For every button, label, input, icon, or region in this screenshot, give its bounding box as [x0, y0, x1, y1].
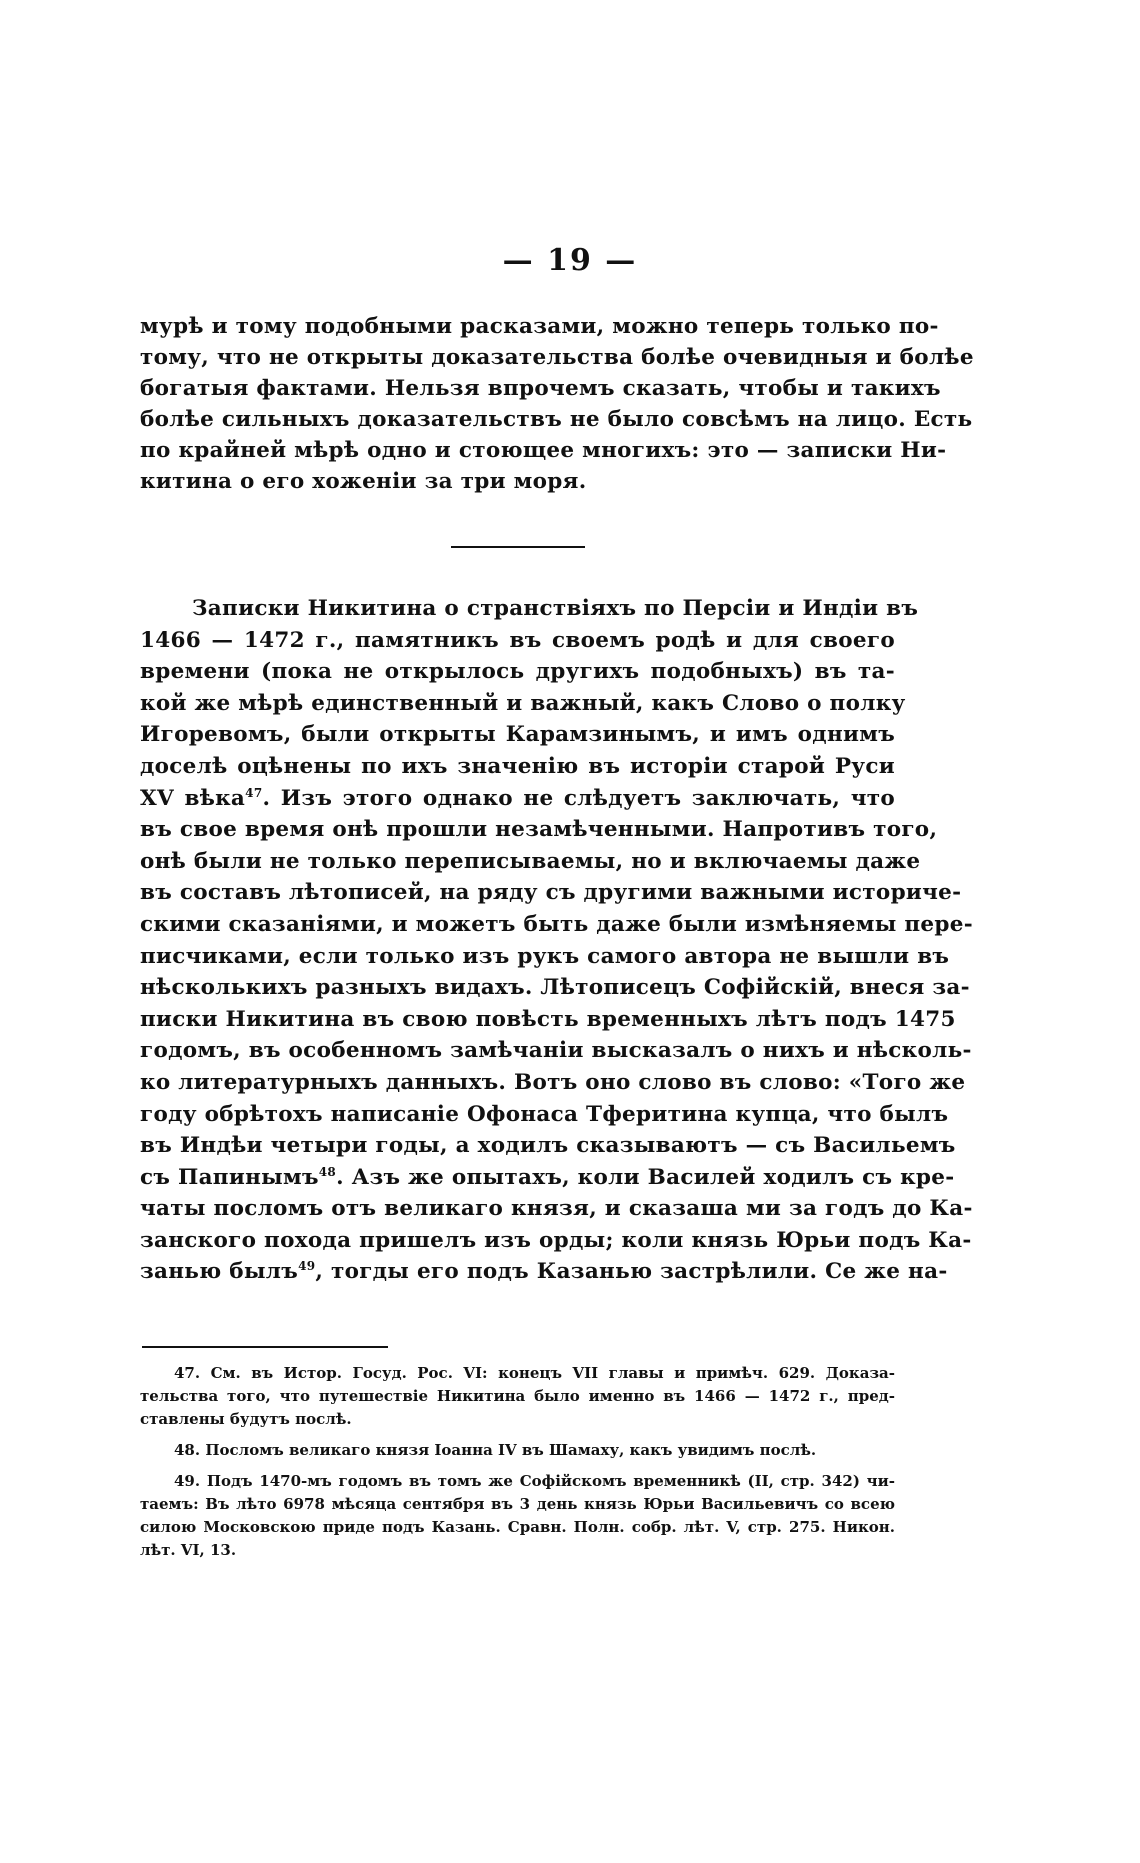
main-line: скими сказаніями, и можетъ быть даже были измѣняемы пере-: [140, 911, 973, 937]
intro-line: богатыя фактами. Нельзя впрочемъ сказать, чтобы и такихъ: [140, 376, 941, 401]
section-divider: [451, 546, 585, 548]
page-number: — 19 —: [502, 243, 638, 278]
footnote-line: 49. Подъ 1470-мъ годомъ въ томъ же Софійскомъ временникѣ (II, стр. 342) чи-: [174, 1472, 895, 1490]
footnote-49: [140, 1470, 895, 1562]
main-line: писчиками, если только изъ рукъ самого автора не вышли въ: [140, 943, 950, 969]
intro-line: тому, что не открыты доказательства болѣе очевидныя и болѣе: [140, 345, 974, 370]
main-line: году обрѣтохъ написаніе Офонаса Тферитина купца, что былъ: [140, 1101, 949, 1127]
main-line-with-footnote-ref: [140, 783, 895, 815]
main-line: чаты посломъ отъ великаго князя, и сказаша ми за годъ до Ка-: [140, 1196, 973, 1222]
line-text: съ Папинымъ: [140, 1164, 319, 1190]
line-text-rest: , тогды его подъ Казанью застрѣлили. Се же на-: [315, 1259, 948, 1285]
footnote-47: [140, 1362, 895, 1431]
line-text-rest: . Изъ этого однако не слѣдуетъ заключать, что: [262, 785, 895, 811]
main-line: 1466 — 1472 г., памятникъ въ своемъ родѣ и для своего: [140, 627, 895, 653]
footnote-ref-49[interactable]: 49: [298, 1259, 316, 1274]
line-text-rest: . Азъ же опытахъ, коли Василей ходилъ съ кре-: [336, 1164, 955, 1190]
footnote-line: таемъ: Въ лѣто 6978 мѣсяца сентября въ 3 день князь Юрьи Васильевичъ со всею: [140, 1495, 895, 1513]
main-line: занского похода пришелъ изъ орды; коли князь Юрьи подъ Ка-: [140, 1227, 972, 1253]
footnote-ref-48[interactable]: 48: [318, 1164, 337, 1179]
footnote-48: [140, 1439, 895, 1462]
footnote-line: 48. Посломъ великаго князя Іоанна IV въ Шамаху, какъ увидимъ послѣ.: [174, 1441, 817, 1459]
main-line: годомъ, въ особенномъ замѣчаніи высказалъ о нихъ и нѣсколь-: [140, 1038, 972, 1064]
main-line: Записки Никитина о странствіяхъ по Персіи и Индіи въ: [192, 596, 919, 621]
main-paragraph: [140, 593, 973, 1288]
intro-line: мурѣ и тому подобными расказами, можно теперь только по-: [140, 314, 939, 339]
main-line: въ свое время онѣ прошли незамѣченными. Напротивъ того,: [140, 817, 938, 843]
footnote-line: ставлены будутъ послѣ.: [140, 1410, 352, 1428]
main-line: въ составъ лѣтописей, на ряду съ другими важными историче-: [140, 880, 962, 906]
intro-line: по крайней мѣрѣ одно и стоющее многихъ: это — записки Ни-: [140, 438, 947, 463]
main-line: Игоревомъ, были открыты Карамзинымъ, и имъ однимъ: [140, 722, 895, 748]
main-line: времени (пока не открылось другихъ подобныхъ) въ та-: [140, 659, 895, 685]
main-line: онѣ были не только переписываемы, но и включаемы даже: [140, 848, 921, 874]
main-line-with-footnote-ref: [140, 1162, 955, 1194]
footnote-line: силою Московскою приде подъ Казань. Сравн. Полн. собр. лѣт. V, стр. 275. Никон.: [140, 1518, 895, 1536]
footnote-line: 47. См. въ Истор. Госуд. Рос. VI: конецъ VII главы и примѣч. 629. Доказа-: [174, 1364, 895, 1382]
intro-line: китина о его хоженіи за три моря.: [140, 469, 587, 494]
footnote-ref-47[interactable]: 47: [245, 785, 263, 800]
footnote-divider: [142, 1346, 388, 1348]
main-line: кой же мѣрѣ единственный и важный, какъ Слово о полку: [140, 690, 906, 716]
line-text: XV вѣка: [140, 785, 246, 811]
footnotes: [140, 1362, 895, 1562]
footnote-line: лѣт. VI, 13.: [140, 1541, 237, 1559]
main-line: ко литературныхъ данныхъ. Вотъ оно слово въ слово: «Того же: [140, 1069, 966, 1095]
main-line: въ Индѣи четыри годы, а ходилъ сказываютъ — съ Васильемъ: [140, 1133, 956, 1159]
main-line: писки Никитина въ свою повѣсть временныхъ лѣтъ подъ 1475: [140, 1006, 956, 1032]
main-line-with-footnote-ref: [140, 1256, 948, 1288]
line-text: занью былъ: [140, 1259, 299, 1285]
main-line: доселѣ оцѣнены по ихъ значенію въ исторіи старой Руси: [140, 753, 895, 779]
intro-line: болѣе сильныхъ доказательствъ не было совсѣмъ на лицо. Есть: [140, 407, 973, 432]
footnote-line: тельства того, что путешествіе Никитина было именно въ 1466 — 1472 г., пред-: [140, 1387, 895, 1405]
main-line: нѣсколькихъ разныхъ видахъ. Лѣтописецъ Софійскій, внеся за-: [140, 975, 970, 1001]
intro-paragraph: [140, 311, 974, 497]
